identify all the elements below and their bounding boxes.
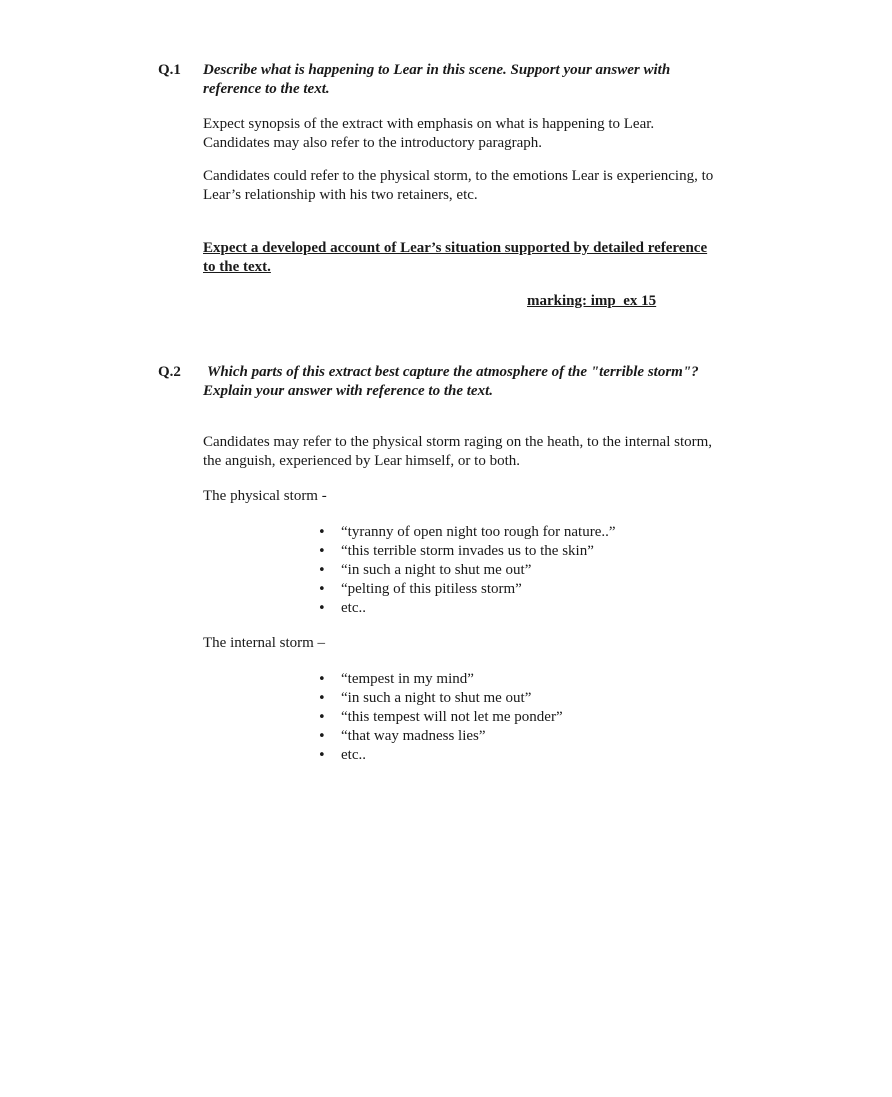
- question-1-prompt-line-2: reference to the text.: [203, 81, 330, 97]
- list-item: • “in such a night to shut me out”: [318, 689, 738, 708]
- list-item: • “this tempest will not let me ponder”: [318, 708, 738, 727]
- question-2-intro-paragraph: [203, 433, 783, 471]
- list-item: • “pelting of this pitiless storm”: [318, 580, 738, 599]
- references-line-2: Lear’s relationship with his two retainers, etc.: [203, 187, 478, 203]
- list-item: • “tyranny of open night too rough for nature..”: [318, 523, 738, 542]
- list-item: • “tempest in my mind”: [318, 670, 738, 689]
- internal-storm-list: [318, 670, 738, 765]
- question-2-prompt: [203, 363, 767, 401]
- question-1-references-paragraph: [203, 167, 763, 205]
- question-1-marking: marking: imp ex 15: [527, 293, 657, 309]
- question-1-expectation: [203, 239, 763, 277]
- physical-storm-heading: The physical storm -: [203, 488, 327, 504]
- list-item: • “this terrible storm invades us to the skin”: [318, 542, 738, 561]
- synopsis-line-1: Expect synopsis of the extract with emphasis on what is happening to Lear.: [203, 116, 655, 132]
- intro-line-1: Candidates may refer to the physical storm raging on the heath, to the internal storm,: [203, 434, 713, 450]
- list-item: • etc..: [318, 746, 738, 765]
- list-item: • etc..: [318, 599, 738, 618]
- references-line-1: Candidates could refer to the physical storm, to the emotions Lear is experiencing, to: [203, 168, 714, 184]
- question-1-prompt: [203, 61, 763, 99]
- question-2-prompt-line-1: Which parts of this extract best capture the atmosphere of the "terrible storm"?: [207, 364, 699, 380]
- list-item: • “in such a night to shut me out”: [318, 561, 738, 580]
- internal-storm-heading: The internal storm –: [203, 635, 326, 651]
- intro-line-2: the anguish, experienced by Lear himself, or to both.: [203, 453, 520, 469]
- physical-storm-list: [318, 523, 738, 618]
- question-1-number: Q.1: [158, 62, 181, 78]
- expectation-line-1: Expect a developed account of Lear’s situation supported by detailed reference: [203, 240, 708, 256]
- question-2-prompt-line-2: Explain your answer with reference to the text.: [203, 383, 494, 399]
- question-1-prompt-line-1: Describe what is happening to Lear in this scene. Support your answer with: [203, 62, 671, 78]
- expectation-line-2: to the text.: [203, 259, 271, 275]
- question-2-number: Q.2: [158, 364, 181, 380]
- question-1-synopsis-paragraph: [203, 115, 763, 153]
- list-item: • “that way madness lies”: [318, 727, 738, 746]
- synopsis-line-2: Candidates may also refer to the introductory paragraph.: [203, 135, 543, 151]
